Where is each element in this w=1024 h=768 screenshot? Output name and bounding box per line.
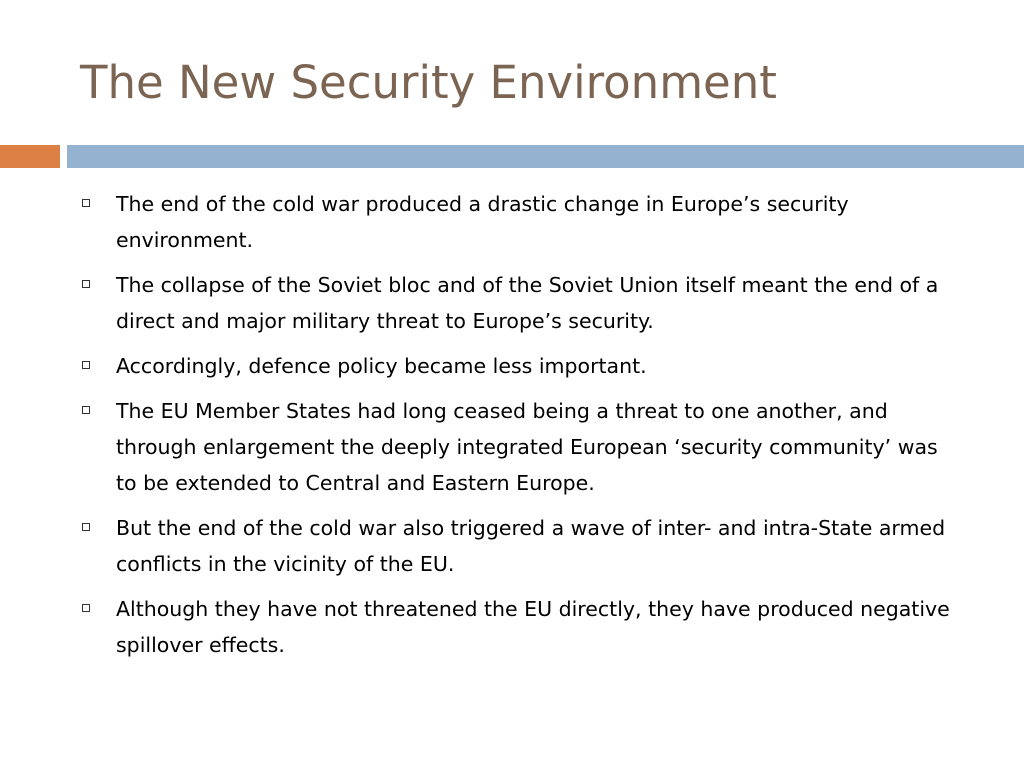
bullet-list bbox=[80, 186, 960, 672]
hollow-square-bullet-icon bbox=[82, 199, 90, 207]
bullet-item bbox=[80, 393, 960, 501]
bullet-item bbox=[80, 186, 960, 258]
bullet-text: But the end of the cold war also triggered a wave of inter- and intra-State armed conflicts in the vicinity of the EU. bbox=[116, 516, 946, 576]
bullet-item bbox=[80, 267, 960, 339]
bullet-item bbox=[80, 348, 960, 384]
hollow-square-bullet-icon bbox=[82, 406, 90, 414]
accent-bar-blue bbox=[67, 145, 1024, 168]
slide-title: The New Security Environment bbox=[80, 56, 777, 109]
hollow-square-bullet-icon bbox=[82, 523, 90, 531]
bullet-text: The EU Member States had long ceased being a threat to one another, and through enlargement the deeply integrated European ‘security community’ was to be extended to Central and Eastern Europe. bbox=[116, 399, 938, 495]
bullet-text: Although they have not threatened the EU directly, they have produced negative spillover effects. bbox=[116, 597, 950, 657]
bullet-text: Accordingly, defence policy became less important. bbox=[116, 354, 647, 378]
bullet-text: The end of the cold war produced a drastic change in Europe’s security environment. bbox=[116, 192, 849, 252]
bullet-text: The collapse of the Soviet bloc and of the Soviet Union itself meant the end of a direct and major military threat to Europe’s security. bbox=[116, 273, 939, 333]
hollow-square-bullet-icon bbox=[82, 361, 90, 369]
bullet-item bbox=[80, 591, 960, 663]
hollow-square-bullet-icon bbox=[82, 280, 90, 288]
hollow-square-bullet-icon bbox=[82, 604, 90, 612]
bullet-item bbox=[80, 510, 960, 582]
accent-bar-orange bbox=[0, 145, 60, 168]
